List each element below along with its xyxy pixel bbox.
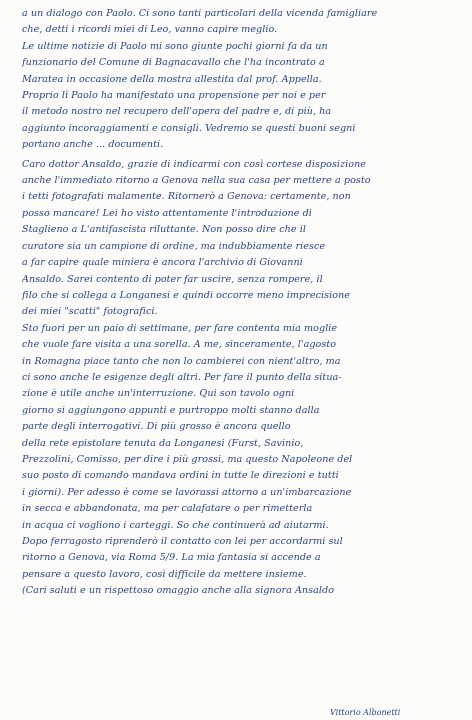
letter-line: portano anche ... documenti. <box>22 139 164 151</box>
letter-line: ci sono anche le esigenze degli altri. Per fare il punto della situa- <box>22 371 342 383</box>
letter-line: Dopo ferragosto riprenderò il contatto con lei per accordarmi sul <box>22 536 343 547</box>
letter-line: dei miei "scatti" fotografici. <box>22 306 158 318</box>
letter-line: (Cari saluti e un rispettoso omaggio anche alla signora Ansaldo <box>22 585 335 597</box>
letter-line: i tetti fotografati malamente. Ritornerò a Genova: certamente, non <box>22 191 351 203</box>
letter-line: della rete epistolare tenuta da Longanesi (Furst, Savinio, <box>22 437 304 449</box>
letter-line: Caro dottor Ansaldo, grazie di indicarmi con così cortese disposizione <box>22 158 367 170</box>
letter-line: anche l'immediato ritorno a Genova nella sua casa per mettere a posto <box>22 175 371 187</box>
letter-line: Maratea in occasione della mostra allestita dal prof. Appella. <box>22 73 322 85</box>
letter-line: Sto fuori per un paio di settimane, per fare contenta mia moglie <box>22 322 338 334</box>
letter-line: a far capire quale miniera è ancora l'archivio di Giovanni <box>22 257 303 269</box>
signature: Vittorio Albonetti <box>330 708 401 717</box>
letter-line: in secca e abbandonata, ma per calafatare o per rimetterla <box>22 503 313 515</box>
letter-line: Prezzolini, Comisso, per dire i più grossi, ma questo Napoleone del <box>22 453 353 465</box>
letter-line: parte degli interrogativi. Di più grosso è ancora quello <box>22 421 291 433</box>
letter-line: Staglieno a L'antifascista riluttante. Non posso dire che il <box>22 224 306 236</box>
letter-line: ritorno a Genova, via Roma 5/9. La mia fantasia si accende a <box>22 552 321 564</box>
letter-line: suo posto di comando mandava ordini in tutte le direzioni e tutti <box>22 470 339 482</box>
handwritten-letter <box>22 6 462 600</box>
letter-line: Proprio lì Paolo ha manifestato una propensione per noi e per <box>22 90 326 102</box>
letter-line: posso mancare! Lei ho visto attentamente l'introduzione di <box>22 207 312 219</box>
letter-line: che, detti i ricordi miei di Leo, vanno capire meglio. <box>22 24 278 36</box>
letter-line: pensare a questo lavoro, così difficile da mettere insieme. <box>22 568 307 580</box>
letter-line: filo che si collega a Longanesi e quindi occorre meno imprecisione <box>22 289 351 301</box>
letter-line: il metodo nostro nel recupero dell'opera del padre e, di più, ha <box>22 106 332 118</box>
letter-line: giorno si aggiungono appunti e purtroppo molti stanno dalla <box>22 404 320 416</box>
letter-line: in Romagna piace tanto che non lo cambierei con nient'altro, ma <box>22 355 341 367</box>
letter-line: Le ultime notizie di Paolo mi sono giunte pochi giorni fa da un <box>22 40 328 52</box>
letter-line: zione è utile anche un'interruzione. Qui son tavolo ogni <box>22 388 295 400</box>
letter-line: i giorni). Per adesso è come se lavorassi attorno a un'imbarcazione <box>22 486 352 498</box>
letter-line: aggiunto incoraggiamenti e consigli. Vedremo se questi buoni segni <box>22 122 356 134</box>
letter-line: curatore sia un campione di ordine, ma indubbiamente riesce <box>22 240 326 252</box>
letter-line: che vuole fare visita a una sorella. A me, sinceramente, l'agosto <box>22 339 337 351</box>
letter-line: funzionario del Comune di Bagnacavallo che l'ha incontrato a <box>22 57 325 69</box>
letter-line: Ansaldo. Sarei contento di poter far uscire, senza rompere, il <box>22 273 323 285</box>
letter-line: a un dialogo con Paolo. Ci sono tanti particolari della vicenda famigliare <box>22 8 378 19</box>
letter-line: in acqua ci vogliono i carteggi. So che continuerà ad aiutarmi. <box>22 519 329 531</box>
